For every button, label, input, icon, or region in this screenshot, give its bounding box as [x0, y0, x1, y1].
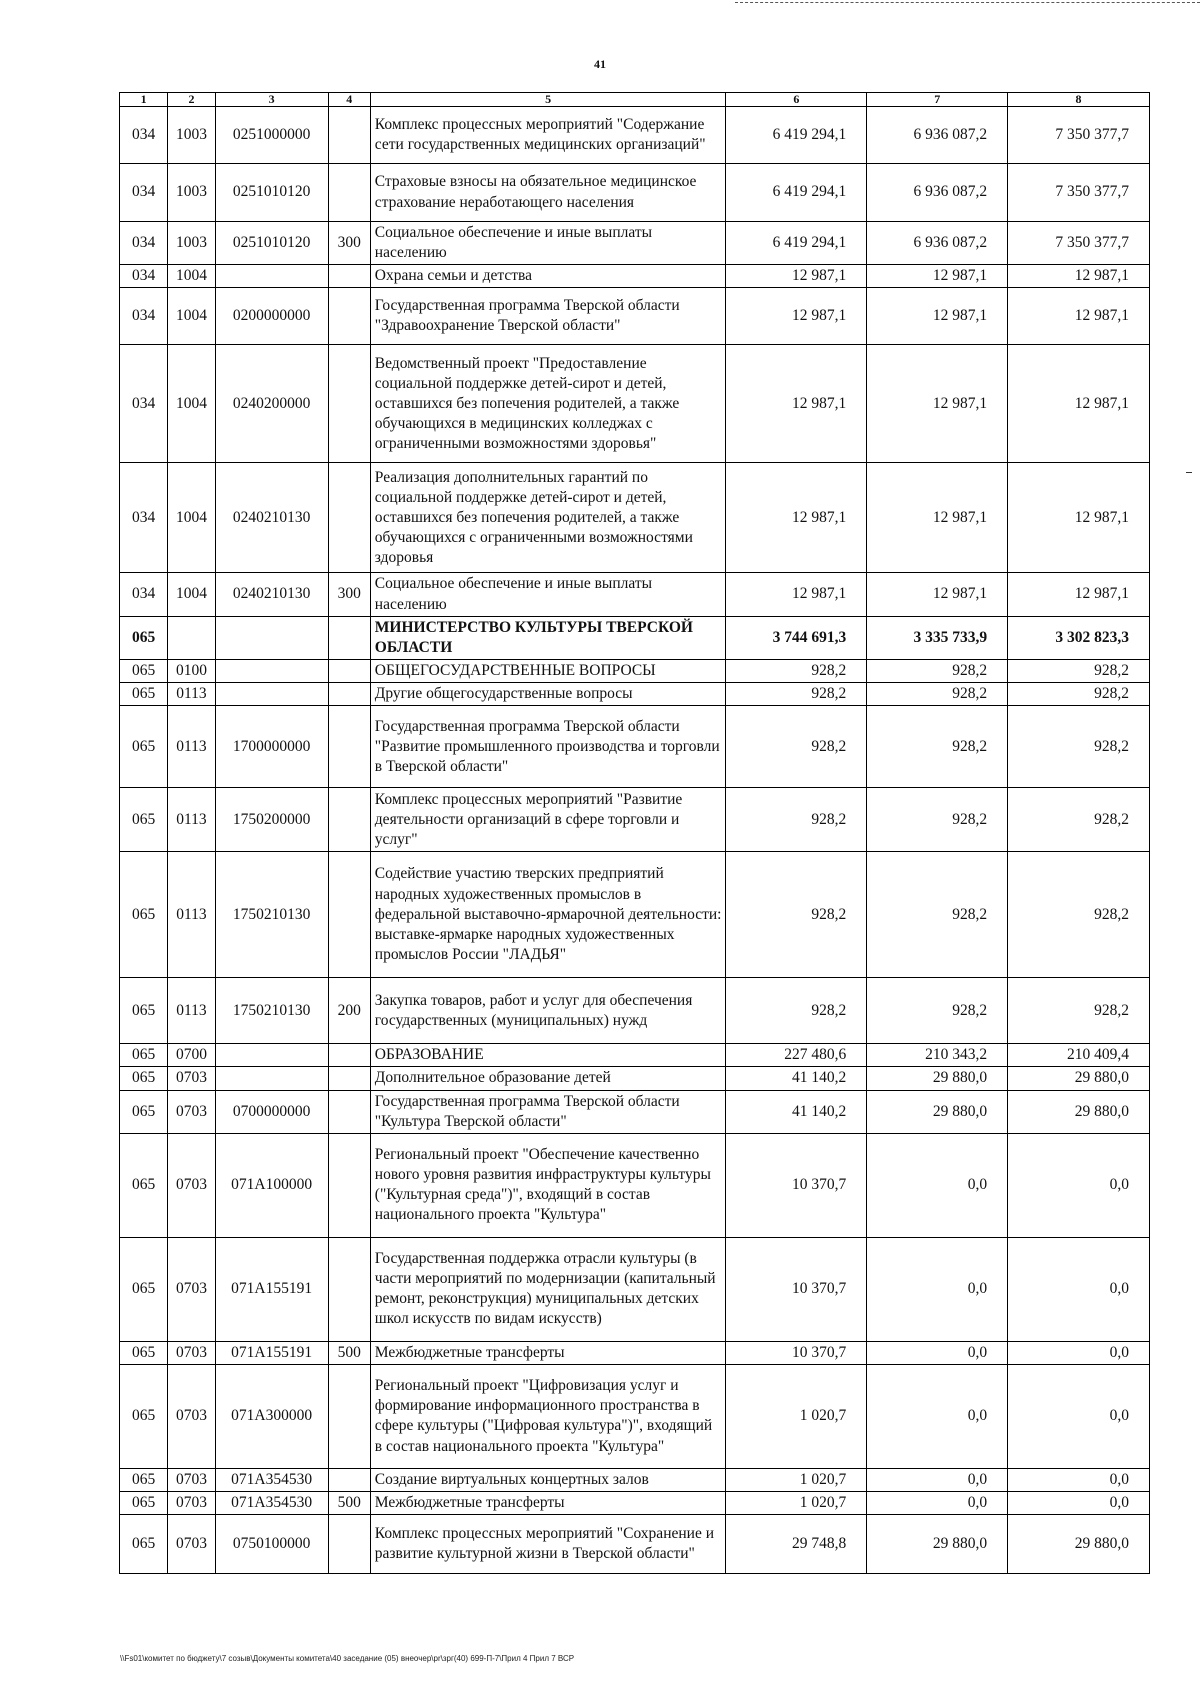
amount-col-7: 0,0 — [867, 1237, 1008, 1341]
amount-col-6: 1 020,7 — [726, 1364, 867, 1468]
table-body — [120, 107, 1150, 1574]
table-row — [120, 659, 1150, 682]
item-name: Региональный проект "Цифровизация услуг и формирование информационного пространства в сфере культуры ("Цифровая культура")", входящий в состав национального проекта "Культура" — [370, 1364, 726, 1468]
amount-col-7: 0,0 — [867, 1364, 1008, 1468]
amount-col-6: 12 987,1 — [726, 265, 867, 288]
table-row — [120, 706, 1150, 788]
code-expense-type — [328, 164, 370, 222]
code-target-article: 071A354530 — [215, 1468, 328, 1491]
code-expense-type — [328, 288, 370, 345]
amount-col-7: 12 987,1 — [867, 288, 1008, 345]
footer-file-path: \\Fs01\комитет по бюджету\7 созыв\Документы комитета\40 заседание (05) внеочер\pr\зрг(40) 699-П-7\Прил 4 Прил 7 ВСР — [120, 1654, 575, 1663]
table-row — [120, 1341, 1150, 1364]
code-expense-type: 500 — [328, 1341, 370, 1364]
amount-col-8: 0,0 — [1008, 1492, 1150, 1515]
code-target-article: 0251000000 — [215, 107, 328, 164]
code-ministry: 034 — [120, 345, 168, 463]
code-section: 0113 — [168, 683, 215, 706]
code-target-article: 1750200000 — [215, 788, 328, 852]
table-row — [120, 1090, 1150, 1133]
code-section: 1004 — [168, 288, 215, 345]
code-expense-type — [328, 265, 370, 288]
item-name: МИНИСТЕРСТВО КУЛЬТУРЫ ТВЕРСКОЙ ОБЛАСТИ — [370, 616, 726, 659]
amount-col-6: 12 987,1 — [726, 345, 867, 463]
table-row — [120, 1044, 1150, 1067]
code-target-article: 0750100000 — [215, 1515, 328, 1574]
column-header-6: 6 — [726, 93, 867, 107]
item-name: Социальное обеспечение и иные выплаты населению — [370, 573, 726, 616]
item-name: Создание виртуальных концертных залов — [370, 1468, 726, 1491]
item-name: Реализация дополнительных гарантий по социальной поддержке детей-сирот и детей, оставшихся без попечения родителей, а также обучающихся с ограниченными возможностями здоровья — [370, 463, 726, 573]
table-row — [120, 1364, 1150, 1468]
code-section: 1004 — [168, 573, 215, 616]
code-target-article: 0251010120 — [215, 164, 328, 222]
table-row — [120, 288, 1150, 345]
amount-col-8: 3 302 823,3 — [1008, 616, 1150, 659]
column-header-7: 7 — [867, 93, 1008, 107]
amount-col-6: 928,2 — [726, 683, 867, 706]
amount-col-8: 12 987,1 — [1008, 265, 1150, 288]
item-name: Содействие участию тверских предприятий народных художественных промыслов в федеральной выставочно-ярмарочной деятельности: выставке-ярмарке народных художественных промыслов России "ЛАДЬЯ" — [370, 852, 726, 978]
amount-col-7: 210 343,2 — [867, 1044, 1008, 1067]
code-expense-type — [328, 345, 370, 463]
code-expense-type — [328, 1090, 370, 1133]
amount-col-8: 12 987,1 — [1008, 288, 1150, 345]
amount-col-6: 928,2 — [726, 659, 867, 682]
code-target-article: 1750210130 — [215, 852, 328, 978]
code-ministry: 034 — [120, 222, 168, 265]
code-section: 0703 — [168, 1364, 215, 1468]
item-name: Дополнительное образование детей — [370, 1067, 726, 1090]
code-ministry: 034 — [120, 288, 168, 345]
amount-col-6: 1 020,7 — [726, 1492, 867, 1515]
code-section: 0703 — [168, 1133, 215, 1237]
code-expense-type: 300 — [328, 222, 370, 265]
code-ministry: 065 — [120, 616, 168, 659]
code-expense-type — [328, 1515, 370, 1574]
item-name: Комплекс процессных мероприятий "Сохранение и развитие культурной жизни в Тверской области" — [370, 1515, 726, 1574]
amount-col-8: 7 350 377,7 — [1008, 222, 1150, 265]
code-target-article: 0240210130 — [215, 463, 328, 573]
amount-col-7: 29 880,0 — [867, 1067, 1008, 1090]
item-name: Региональный проект "Обеспечение качественно нового уровня развития инфраструктуры культуры ("Культурная среда")", входящий в состав национального проекта "Культура" — [370, 1133, 726, 1237]
code-section: 0703 — [168, 1341, 215, 1364]
code-target-article — [215, 1044, 328, 1067]
amount-col-7: 0,0 — [867, 1468, 1008, 1491]
amount-col-7: 12 987,1 — [867, 265, 1008, 288]
code-target-article — [215, 265, 328, 288]
column-header-2: 2 — [168, 93, 215, 107]
code-target-article: 0700000000 — [215, 1090, 328, 1133]
code-expense-type: 200 — [328, 978, 370, 1044]
column-header-5: 5 — [370, 93, 726, 107]
amount-col-7: 6 936 087,2 — [867, 107, 1008, 164]
amount-col-8: 928,2 — [1008, 659, 1150, 682]
code-target-article: 0200000000 — [215, 288, 328, 345]
code-ministry: 034 — [120, 265, 168, 288]
amount-col-6: 12 987,1 — [726, 463, 867, 573]
amount-col-7: 928,2 — [867, 788, 1008, 852]
code-ministry: 065 — [120, 1341, 168, 1364]
column-header-3: 3 — [215, 93, 328, 107]
code-expense-type — [328, 616, 370, 659]
amount-col-7: 928,2 — [867, 659, 1008, 682]
code-target-article: 0240210130 — [215, 573, 328, 616]
code-expense-type — [328, 1468, 370, 1491]
code-target-article: 071A300000 — [215, 1364, 328, 1468]
code-ministry: 034 — [120, 107, 168, 164]
code-section: 0703 — [168, 1237, 215, 1341]
amount-col-8: 29 880,0 — [1008, 1090, 1150, 1133]
column-header-8: 8 — [1008, 93, 1150, 107]
table-row — [120, 463, 1150, 573]
amount-col-8: 210 409,4 — [1008, 1044, 1150, 1067]
code-section: 0113 — [168, 978, 215, 1044]
amount-col-8: 928,2 — [1008, 852, 1150, 978]
code-section: 0113 — [168, 706, 215, 788]
amount-col-7: 3 335 733,9 — [867, 616, 1008, 659]
amount-col-6: 29 748,8 — [726, 1515, 867, 1574]
code-target-article: 071A155191 — [215, 1237, 328, 1341]
code-ministry: 065 — [120, 1090, 168, 1133]
amount-col-6: 6 419 294,1 — [726, 222, 867, 265]
table-row — [120, 1468, 1150, 1491]
code-section: 1004 — [168, 265, 215, 288]
scan-edge-line — [735, 2, 1200, 3]
table-row — [120, 1237, 1150, 1341]
code-target-article: 0240200000 — [215, 345, 328, 463]
amount-col-6: 6 419 294,1 — [726, 164, 867, 222]
code-ministry: 065 — [120, 683, 168, 706]
amount-col-6: 928,2 — [726, 788, 867, 852]
code-ministry: 065 — [120, 1237, 168, 1341]
code-ministry: 065 — [120, 788, 168, 852]
table-row — [120, 852, 1150, 978]
code-section: 0703 — [168, 1090, 215, 1133]
table-row — [120, 573, 1150, 616]
table-row — [120, 1067, 1150, 1090]
amount-col-6: 928,2 — [726, 706, 867, 788]
column-number-row — [120, 93, 1150, 107]
code-section: 1004 — [168, 463, 215, 573]
table-row — [120, 683, 1150, 706]
amount-col-7: 928,2 — [867, 683, 1008, 706]
code-ministry: 034 — [120, 573, 168, 616]
amount-col-6: 10 370,7 — [726, 1133, 867, 1237]
item-name: Ведомственный проект "Предоставление социальной поддержке детей-сирот и детей, оставшихся без попечения родителей, а также обучающихся в медицинских колледжах с ограниченными возможностями здоровья" — [370, 345, 726, 463]
code-expense-type — [328, 1133, 370, 1237]
code-expense-type: 300 — [328, 573, 370, 616]
amount-col-6: 1 020,7 — [726, 1468, 867, 1491]
table-row — [120, 788, 1150, 852]
amount-col-8: 29 880,0 — [1008, 1515, 1150, 1574]
table-row — [120, 978, 1150, 1044]
code-section: 0700 — [168, 1044, 215, 1067]
code-expense-type — [328, 1067, 370, 1090]
item-name: Закупка товаров, работ и услуг для обеспечения государственных (муниципальных) нужд — [370, 978, 726, 1044]
table-row — [120, 265, 1150, 288]
page-number: 41 — [594, 57, 606, 71]
amount-col-7: 29 880,0 — [867, 1090, 1008, 1133]
item-name: Охрана семьи и детства — [370, 265, 726, 288]
item-name: ОБЩЕГОСУДАРСТВЕННЫЕ ВОПРОСЫ — [370, 659, 726, 682]
code-section: 1003 — [168, 107, 215, 164]
amount-col-8: 928,2 — [1008, 683, 1150, 706]
code-target-article — [215, 683, 328, 706]
amount-col-8: 0,0 — [1008, 1237, 1150, 1341]
amount-col-6: 12 987,1 — [726, 288, 867, 345]
table-row — [120, 1492, 1150, 1515]
amount-col-8: 0,0 — [1008, 1341, 1150, 1364]
amount-col-8: 0,0 — [1008, 1468, 1150, 1491]
scan-edge-mark — [1186, 472, 1192, 473]
code-expense-type — [328, 852, 370, 978]
code-ministry: 065 — [120, 1044, 168, 1067]
code-expense-type — [328, 463, 370, 573]
table-row — [120, 345, 1150, 463]
table-row — [120, 164, 1150, 222]
amount-col-6: 12 987,1 — [726, 573, 867, 616]
amount-col-6: 928,2 — [726, 852, 867, 978]
code-expense-type — [328, 683, 370, 706]
amount-col-7: 0,0 — [867, 1341, 1008, 1364]
code-target-article: 0251010120 — [215, 222, 328, 265]
amount-col-8: 29 880,0 — [1008, 1067, 1150, 1090]
item-name: ОБРАЗОВАНИЕ — [370, 1044, 726, 1067]
code-target-article: 1750210130 — [215, 978, 328, 1044]
code-section: 1003 — [168, 222, 215, 265]
code-ministry: 065 — [120, 706, 168, 788]
amount-col-7: 928,2 — [867, 852, 1008, 978]
item-name: Государственная программа Тверской области "Культура Тверской области" — [370, 1090, 726, 1133]
code-expense-type — [328, 107, 370, 164]
budget-table — [119, 92, 1150, 1574]
code-target-article — [215, 616, 328, 659]
column-header-1: 1 — [120, 93, 168, 107]
item-name: Межбюджетные трансферты — [370, 1341, 726, 1364]
code-expense-type — [328, 706, 370, 788]
code-section: 0703 — [168, 1515, 215, 1574]
amount-col-7: 12 987,1 — [867, 345, 1008, 463]
amount-col-8: 928,2 — [1008, 788, 1150, 852]
code-expense-type — [328, 1044, 370, 1067]
item-name: Другие общегосударственные вопросы — [370, 683, 726, 706]
amount-col-7: 0,0 — [867, 1492, 1008, 1515]
table-row — [120, 1133, 1150, 1237]
amount-col-6: 10 370,7 — [726, 1341, 867, 1364]
code-section: 1004 — [168, 345, 215, 463]
code-ministry: 065 — [120, 1133, 168, 1237]
code-section: 0113 — [168, 852, 215, 978]
amount-col-7: 6 936 087,2 — [867, 222, 1008, 265]
code-section: 0100 — [168, 659, 215, 682]
code-expense-type: 500 — [328, 1492, 370, 1515]
code-target-article: 071A100000 — [215, 1133, 328, 1237]
amount-col-8: 12 987,1 — [1008, 463, 1150, 573]
amount-col-7: 928,2 — [867, 706, 1008, 788]
amount-col-6: 41 140,2 — [726, 1067, 867, 1090]
amount-col-8: 7 350 377,7 — [1008, 164, 1150, 222]
code-target-article: 071A155191 — [215, 1341, 328, 1364]
item-name: Государственная программа Тверской области "Здравоохранение Тверской области" — [370, 288, 726, 345]
code-ministry: 034 — [120, 463, 168, 573]
amount-col-8: 928,2 — [1008, 706, 1150, 788]
table-row — [120, 107, 1150, 164]
item-name: Комплекс процессных мероприятий "Содержание сети государственных медицинских организаций" — [370, 107, 726, 164]
item-name: Страховые взносы на обязательное медицинское страхование неработающего населения — [370, 164, 726, 222]
amount-col-8: 928,2 — [1008, 978, 1150, 1044]
amount-col-8: 0,0 — [1008, 1364, 1150, 1468]
code-target-article — [215, 659, 328, 682]
column-header-4: 4 — [328, 93, 370, 107]
item-name: Межбюджетные трансферты — [370, 1492, 726, 1515]
code-ministry: 065 — [120, 1364, 168, 1468]
code-expense-type — [328, 1364, 370, 1468]
code-ministry: 065 — [120, 1067, 168, 1090]
amount-col-8: 7 350 377,7 — [1008, 107, 1150, 164]
amount-col-8: 0,0 — [1008, 1133, 1150, 1237]
code-section: 0703 — [168, 1468, 215, 1491]
amount-col-8: 12 987,1 — [1008, 573, 1150, 616]
code-ministry: 065 — [120, 1515, 168, 1574]
code-target-article — [215, 1067, 328, 1090]
code-ministry: 065 — [120, 1468, 168, 1491]
code-ministry: 034 — [120, 164, 168, 222]
table-row — [120, 616, 1150, 659]
amount-col-6: 928,2 — [726, 978, 867, 1044]
item-name: Социальное обеспечение и иные выплаты населению — [370, 222, 726, 265]
code-ministry: 065 — [120, 852, 168, 978]
item-name: Государственная поддержка отрасли культуры (в части мероприятий по модернизации (капитальный ремонт, реконструкция) муниципальных детских школ искусств по видам искусств) — [370, 1237, 726, 1341]
code-section: 0703 — [168, 1492, 215, 1515]
amount-col-7: 12 987,1 — [867, 463, 1008, 573]
code-expense-type — [328, 1237, 370, 1341]
code-expense-type — [328, 788, 370, 852]
table-row — [120, 222, 1150, 265]
amount-col-6: 6 419 294,1 — [726, 107, 867, 164]
code-section: 0703 — [168, 1067, 215, 1090]
item-name: Комплекс процессных мероприятий "Развитие деятельности организаций в сфере торговли и услуг" — [370, 788, 726, 852]
code-ministry: 065 — [120, 978, 168, 1044]
code-ministry: 065 — [120, 1492, 168, 1515]
code-section: 0113 — [168, 788, 215, 852]
amount-col-7: 29 880,0 — [867, 1515, 1008, 1574]
amount-col-7: 12 987,1 — [867, 573, 1008, 616]
amount-col-6: 227 480,6 — [726, 1044, 867, 1067]
code-target-article: 1700000000 — [215, 706, 328, 788]
code-section — [168, 616, 215, 659]
table-row — [120, 1515, 1150, 1574]
amount-col-7: 928,2 — [867, 978, 1008, 1044]
amount-col-8: 12 987,1 — [1008, 345, 1150, 463]
code-ministry: 065 — [120, 659, 168, 682]
code-section: 1003 — [168, 164, 215, 222]
amount-col-6: 41 140,2 — [726, 1090, 867, 1133]
amount-col-6: 10 370,7 — [726, 1237, 867, 1341]
code-expense-type — [328, 659, 370, 682]
amount-col-7: 6 936 087,2 — [867, 164, 1008, 222]
amount-col-7: 0,0 — [867, 1133, 1008, 1237]
amount-col-6: 3 744 691,3 — [726, 616, 867, 659]
item-name: Государственная программа Тверской области "Развитие промышленного производства и торговли в Тверской области" — [370, 706, 726, 788]
code-target-article: 071A354530 — [215, 1492, 328, 1515]
